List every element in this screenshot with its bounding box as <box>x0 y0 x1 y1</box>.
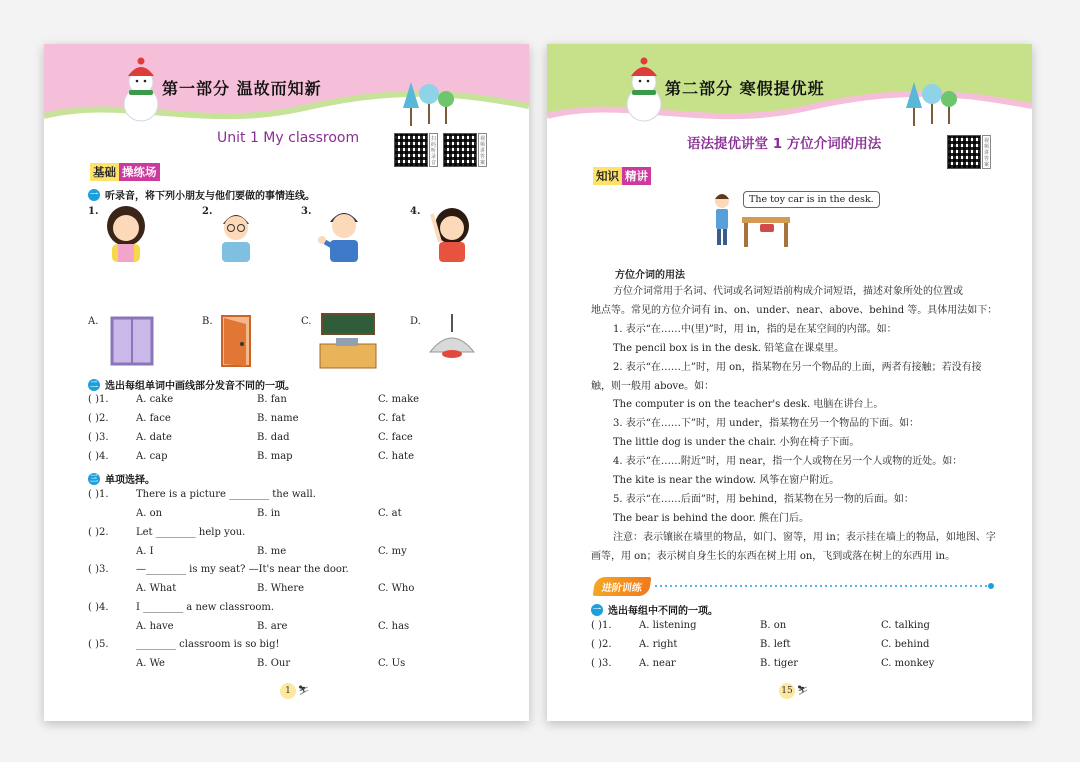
option-c: C. has <box>378 620 410 632</box>
part-title: 第一部分 温故而知新 <box>162 79 322 98</box>
section-badge-left: 基础 <box>90 163 119 181</box>
option-letter: B. <box>202 316 213 327</box>
section-badge-left: 知识 <box>593 167 622 185</box>
answer-blank[interactable]: ( )2. <box>88 526 109 538</box>
answer-blank[interactable]: ( )2. <box>591 639 612 650</box>
option-c: C. Who <box>378 583 415 594</box>
option-b: B. are <box>257 620 288 632</box>
option-c: C. Us <box>378 658 406 669</box>
question-text: 单项选择。 <box>105 475 155 486</box>
page-number: 15 ⛷ <box>779 683 808 699</box>
paragraph-line: 地点等。常见的方位介词有 in、on、under、near、above、behind 等。具体用法如下： <box>591 304 998 316</box>
question-heading <box>88 187 315 202</box>
training-tag: 进阶训练 <box>593 577 652 596</box>
section-badge-right: 操练场 <box>119 163 160 181</box>
question-stem: ________ classroom is so big! <box>136 639 280 650</box>
option-c: C. hate <box>378 451 414 462</box>
speech-bubble: The toy car is in the desk. <box>743 191 880 208</box>
answer-blank[interactable]: ( )3. <box>88 564 109 575</box>
lamp-image <box>424 314 480 366</box>
option-c: C. at <box>378 508 402 519</box>
question-text: 选出每组单词中画线部分发音不同的一项。 <box>105 381 295 392</box>
option-b: B. in <box>257 508 281 519</box>
paragraph-line: 2. 表示“在……上”时，用 on，指某物在另一个物品的上面，两者有接触；若没有接 <box>613 361 982 373</box>
option-letter: D. <box>410 316 421 327</box>
option-b: B. on <box>760 620 787 631</box>
page-number: 1 ⛷ <box>280 683 309 699</box>
question-number: 一 <box>593 604 601 614</box>
option-a: A. face <box>136 413 171 424</box>
option-b: B. me <box>257 545 287 557</box>
question-number: 三 <box>90 473 98 483</box>
question-number: 一 <box>90 189 98 199</box>
qr-label: 视频讲答案 <box>478 133 487 167</box>
section-badge-right: 精讲 <box>622 167 651 185</box>
workbook-page-1 <box>44 44 529 721</box>
answer-blank[interactable]: ( )3. <box>88 432 109 443</box>
boy-waving-figure <box>316 204 368 262</box>
qr-label: 扫码听录音 <box>429 133 438 167</box>
paragraph-line: 4. 表示“在……附近”时，用 near，指一个人或物在另一个人或物的近处。如： <box>613 456 963 468</box>
option-a: A. right <box>639 639 678 650</box>
option-b: B. dad <box>257 432 290 443</box>
option-c: C. behind <box>881 639 930 650</box>
option-b: B. Our <box>257 658 291 669</box>
option-b: B. fan <box>257 394 287 405</box>
answer-blank[interactable]: ( )4. <box>88 601 109 613</box>
option-b: B. Where <box>257 583 305 594</box>
option-b: B. name <box>257 413 299 424</box>
unit-title: Unit 1 My classroom <box>217 130 360 146</box>
question-heading <box>591 602 718 617</box>
option-a: A. What <box>136 583 177 594</box>
option-c: C. my <box>378 545 407 557</box>
paragraph-line: 注意：表示镶嵌在墙里的物品，如门、窗等，用 in；表示挂在墙上的物品，如地图、字 <box>613 531 996 543</box>
answer-blank[interactable]: ( )5. <box>88 639 109 650</box>
skier-icon: ⛷ <box>797 686 809 696</box>
question-heading <box>88 377 295 392</box>
question-text: 听录音，将下列小朋友与他们要做的事情连线。 <box>105 191 315 202</box>
option-b: B. map <box>257 451 293 462</box>
option-a: A. listening <box>639 620 697 631</box>
option-a: A. cake <box>136 394 174 405</box>
paragraph-line: 1. 表示“在……中(里)”时，用 in，指的是在某空间的内部。如： <box>613 323 897 335</box>
question-stem: —________ is my seat? —It's near the door. <box>136 564 349 575</box>
qr-label: 视频讲答案 <box>982 135 991 169</box>
part-title: 第二部分 寒假提优班 <box>665 79 825 98</box>
girl-pointing-figure <box>424 204 474 262</box>
question-stem: Let ________ help you. <box>136 526 246 538</box>
answer-blank[interactable]: ( )3. <box>591 658 612 669</box>
qr-code-icon[interactable] <box>443 133 477 167</box>
paragraph-line: The little dog is under the chair. 小狗在椅子下面。 <box>613 437 860 449</box>
paragraph-line: 画等，用 on；表示树自身生长的东西在树上用 on，飞到或落在树上的东西用 in。 <box>591 550 956 562</box>
answer-blank[interactable]: ( )2. <box>88 413 109 424</box>
door-image <box>216 314 266 370</box>
item-number: 4. <box>410 206 421 217</box>
paragraph-line: 5. 表示“在……后面”时，用 behind，指某物在另一物的后面。如： <box>613 493 914 505</box>
boy-with-glasses-figure <box>216 206 256 262</box>
answer-blank[interactable]: ( )1. <box>88 394 109 405</box>
option-c: C. talking <box>881 620 930 631</box>
qr-code-icon[interactable] <box>947 135 981 169</box>
option-b: B. tiger <box>760 658 799 669</box>
workbook-page-2 <box>547 44 1032 721</box>
paragraph-line: The kite is near the window. 风筝在窗户附近。 <box>613 475 840 486</box>
option-c: C. monkey <box>881 658 935 669</box>
option-a: A. on <box>136 508 163 519</box>
teachers-desk-image <box>316 312 378 372</box>
option-a: A. I <box>136 545 154 557</box>
question-stem: There is a picture ________ the wall. <box>136 489 316 500</box>
option-c: C. face <box>378 432 413 443</box>
answer-blank[interactable]: ( )1. <box>591 620 612 631</box>
option-letter: C. <box>301 316 312 327</box>
question-number: 二 <box>90 379 98 389</box>
option-a: A. cap <box>136 451 168 462</box>
section-badge <box>593 167 651 185</box>
item-number: 3. <box>301 206 312 217</box>
question-heading <box>88 471 155 486</box>
item-number: 1. <box>88 206 99 217</box>
paragraph-line: The computer is on the teacher's desk. 电脑在讲台上。 <box>613 399 884 411</box>
answer-blank[interactable]: ( )1. <box>88 489 109 500</box>
paragraph-line: 3. 表示“在……下”时，用 under，指某物在另一个物品的下面。如： <box>613 418 920 430</box>
option-a: A. near <box>639 658 676 669</box>
paragraph-line: The pencil box is in the desk. 铅笔盒在课桌里。 <box>613 342 845 354</box>
question-text: 选出每组中不同的一项。 <box>608 606 718 617</box>
paragraph-line: 方位介词常用于名词、代词或名词短语前构成介词短语，描述对象所处的位置或 <box>613 286 963 297</box>
option-a: A. We <box>136 658 165 669</box>
section-badge <box>90 163 160 181</box>
option-c: C. fat <box>378 413 406 424</box>
option-letter: A. <box>88 316 99 327</box>
option-c: C. make <box>378 394 420 405</box>
answer-blank[interactable]: ( )4. <box>88 451 109 462</box>
section-heading: 方位介词的用法 <box>615 270 685 281</box>
dotted-divider <box>655 582 995 590</box>
window-image <box>104 316 159 371</box>
lesson-title: 语法提优讲堂 1 方位介词的用法 <box>687 136 882 152</box>
item-number: 2. <box>202 206 213 217</box>
paragraph-line: 触，则一般用 above。如： <box>591 380 715 392</box>
skier-icon: ⛷ <box>298 686 310 696</box>
option-a: A. date <box>136 432 172 443</box>
option-b: B. left <box>760 639 791 650</box>
qr-code-icon[interactable] <box>394 133 428 167</box>
paragraph-line: The bear is behind the door. 熊在门后。 <box>613 512 809 524</box>
question-stem: I ________ a new classroom. <box>136 601 275 613</box>
option-a: A. have <box>136 620 174 632</box>
girl-figure <box>104 204 149 262</box>
